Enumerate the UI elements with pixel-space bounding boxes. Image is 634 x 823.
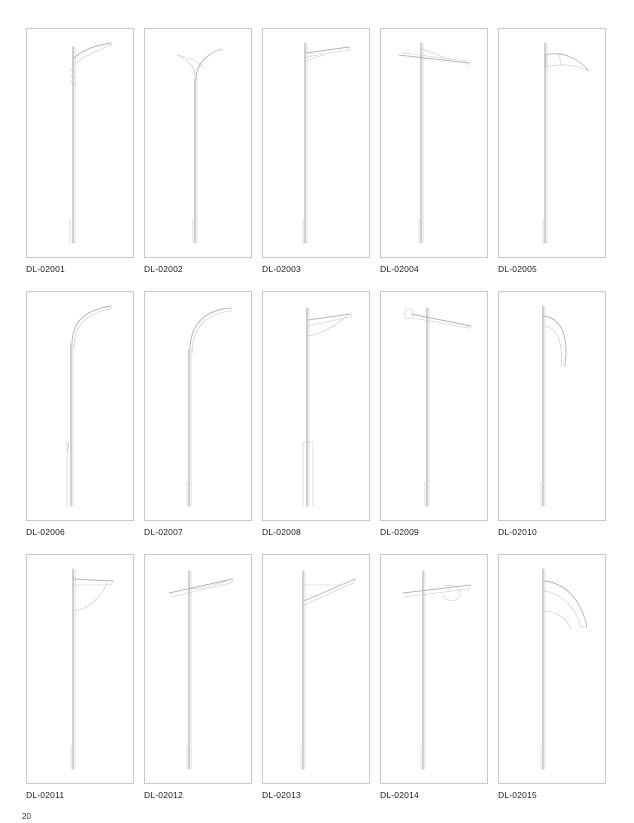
lamp-drawing-frame	[26, 28, 134, 258]
lamp-drawing-frame	[380, 28, 488, 258]
lamp-drawing-frame	[262, 554, 370, 784]
lamp-code-label: DL-02008	[262, 527, 301, 537]
catalog-item[interactable]	[144, 554, 252, 801]
lamp-illustration-dl-02011	[27, 555, 133, 783]
catalog-item[interactable]	[498, 291, 606, 538]
lamp-illustration-dl-02009	[381, 292, 487, 520]
lamp-illustration-dl-02015	[499, 555, 605, 783]
lamp-illustration-dl-02002	[145, 29, 251, 257]
lamp-illustration-dl-02010	[499, 292, 605, 520]
catalog-item[interactable]	[144, 28, 252, 275]
lamp-drawing-frame	[26, 554, 134, 784]
lamp-code-label: DL-02004	[380, 264, 419, 274]
lamp-code-label: DL-02006	[26, 527, 65, 537]
lamp-illustration-dl-02012	[145, 555, 251, 783]
lamp-drawing-frame	[144, 28, 252, 258]
catalog-item[interactable]	[26, 554, 134, 801]
lamp-code-label: DL-02014	[380, 790, 419, 800]
catalog-item[interactable]	[26, 28, 134, 275]
lamp-code-label: DL-02010	[498, 527, 537, 537]
lamp-code-label: DL-02003	[262, 264, 301, 274]
catalog-item[interactable]	[380, 554, 488, 801]
lamp-drawing-frame	[380, 554, 488, 784]
lamp-drawing-frame	[498, 554, 606, 784]
lamp-code-label: DL-02013	[262, 790, 301, 800]
lamp-code-label: DL-02015	[498, 790, 537, 800]
lamp-drawing-frame	[26, 291, 134, 521]
catalog-row	[26, 28, 610, 275]
lamp-code-label: DL-02011	[26, 790, 65, 800]
lamp-drawing-frame	[262, 28, 370, 258]
lamp-drawing-frame	[262, 291, 370, 521]
catalog-item[interactable]	[262, 554, 370, 801]
lamp-illustration-dl-02004	[381, 29, 487, 257]
page-number: 20	[22, 812, 31, 821]
lamp-illustration-dl-02007	[145, 292, 251, 520]
catalog-item[interactable]	[498, 28, 606, 275]
lamp-illustration-dl-02003	[263, 29, 369, 257]
lamp-illustration-dl-02008	[263, 292, 369, 520]
lamp-code-label: DL-02001	[26, 264, 65, 274]
catalog-item[interactable]	[262, 291, 370, 538]
lamp-code-label: DL-02009	[380, 527, 419, 537]
lamp-drawing-frame	[498, 28, 606, 258]
catalog-item[interactable]	[380, 291, 488, 538]
lamp-illustration-dl-02001	[27, 29, 133, 257]
lamp-illustration-dl-02005	[499, 29, 605, 257]
lamp-illustration-dl-02006	[27, 292, 133, 520]
lamp-illustration-dl-02014	[381, 555, 487, 783]
lamp-code-label: DL-02002	[144, 264, 183, 274]
lamp-illustration-dl-02013	[263, 555, 369, 783]
lamp-drawing-frame	[144, 291, 252, 521]
catalog-item[interactable]	[380, 28, 488, 275]
catalog-grid	[26, 28, 610, 801]
catalog-item[interactable]	[26, 291, 134, 538]
catalog-item[interactable]	[262, 28, 370, 275]
lamp-code-label: DL-02012	[144, 790, 183, 800]
catalog-item[interactable]	[498, 554, 606, 801]
lamp-code-label: DL-02005	[498, 264, 537, 274]
lamp-code-label: DL-02007	[144, 527, 183, 537]
catalog-item[interactable]	[144, 291, 252, 538]
catalog-row	[26, 554, 610, 801]
lamp-drawing-frame	[498, 291, 606, 521]
lamp-drawing-frame	[144, 554, 252, 784]
catalog-row	[26, 291, 610, 538]
lamp-drawing-frame	[380, 291, 488, 521]
